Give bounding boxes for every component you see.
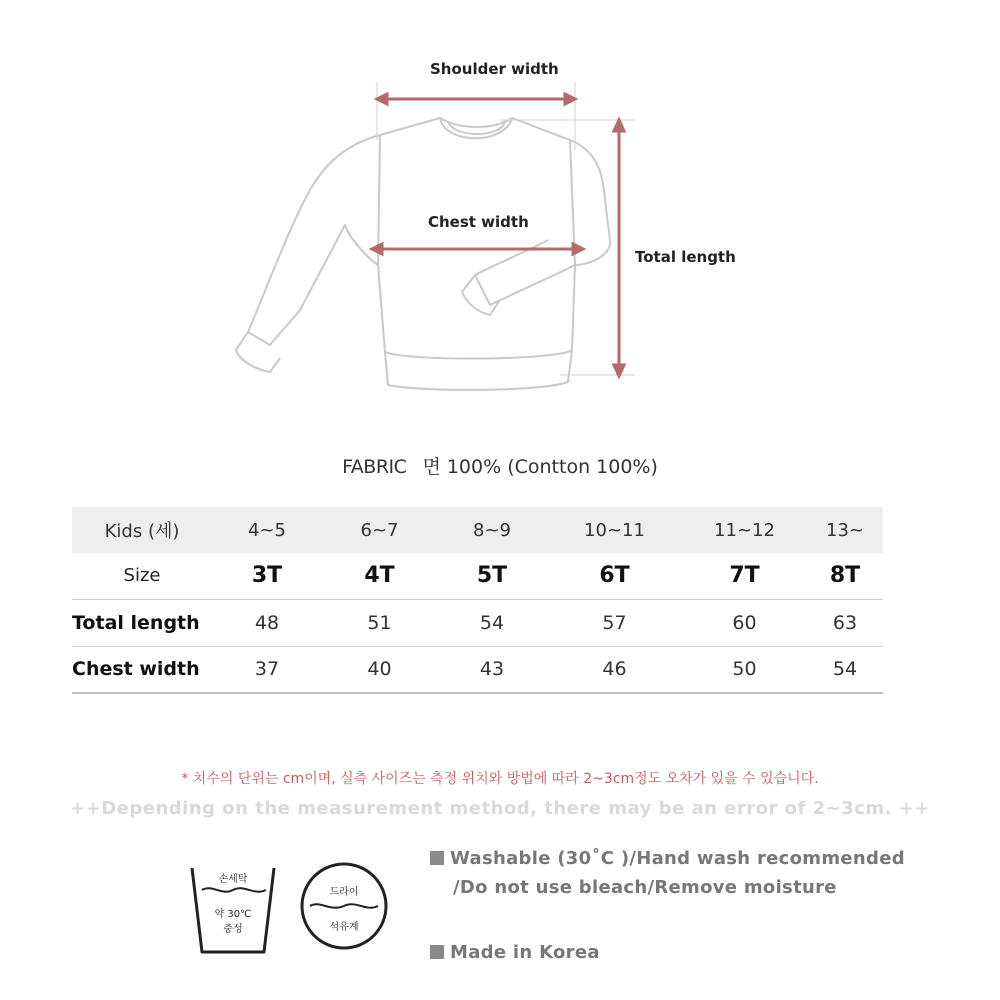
total-length-label: Total length [635, 248, 736, 266]
table-cell: 40 [367, 658, 392, 681]
table-cell: 6~7 [360, 519, 399, 541]
header-label: Kids (세) [104, 521, 180, 542]
fabric-line [0, 452, 1000, 479]
table-row [72, 599, 883, 646]
table-cell: 37 [254, 658, 280, 681]
total-length-row-label: Total length [72, 611, 200, 634]
table-cell: 4T [364, 563, 395, 589]
table-cell: 11~12 [714, 519, 775, 541]
table-row [72, 553, 883, 599]
dry-clean-icon-top-text: 드라이 [329, 887, 359, 898]
table-cell: 6T [599, 563, 630, 589]
table-cell: 4~5 [248, 519, 286, 541]
hand-wash-icon-mid-text: 중성 [223, 924, 243, 935]
chest-width-label: Chest width [428, 213, 529, 231]
size-chart-table [72, 507, 883, 694]
table-cell: 51 [367, 611, 392, 634]
table-cell: 54 [832, 658, 858, 681]
fabric-value: 면 100% (Contton 100%) [422, 456, 658, 478]
measure-arrows [372, 94, 624, 376]
table-cell: 13~ [826, 519, 864, 541]
table-header-row [72, 507, 883, 553]
care-instructions-line2: /Do not use bleach/Remove moisture [453, 877, 837, 898]
chest-width-row-label: Chest width [72, 658, 200, 681]
dry-clean-icon-bottom-text: 석유계 [329, 922, 359, 933]
measurement-note-english: ++Depending on the measurement method, there may be an error of 2~3cm. ++ [70, 798, 930, 819]
table-cell: 8~9 [473, 519, 511, 541]
care-instructions-line1: Washable (30˚C )/Hand wash recommended [430, 848, 905, 869]
hand-wash-icon-temp-text: 약 30℃ [214, 909, 252, 920]
bullet-square-icon [430, 851, 444, 865]
bullet-square-icon [430, 945, 444, 959]
dry-clean-icon [298, 860, 390, 952]
table-cell: 8T [829, 563, 861, 589]
shoulder-width-label: Shoulder width [430, 60, 559, 78]
table-cell: 43 [479, 658, 505, 681]
size-row-label: Size [123, 565, 161, 587]
table-cell: 48 [254, 611, 280, 634]
table-cell: 57 [602, 611, 627, 634]
table-cell: 60 [732, 611, 757, 634]
table-cell: 50 [732, 658, 757, 681]
measurement-note-korean: * 치수의 단위는 cm이며, 실측 사이즈는 측정 위치와 방법에 따라 2~3cm정도 오차가 있을 수 있습니다. [181, 771, 819, 787]
fabric-label: FABRIC [342, 456, 407, 478]
table-cell: 54 [479, 611, 505, 634]
table-cell: 5T [476, 563, 508, 589]
origin-line: Made in Korea [430, 942, 600, 963]
table-cell: 46 [602, 658, 627, 681]
table-cell: 7T [729, 563, 760, 589]
table-cell: 10~11 [584, 519, 645, 541]
table-cell: 63 [832, 611, 858, 634]
table-cell: 3T [251, 563, 283, 589]
table-row [72, 646, 883, 693]
sweatshirt-outline [236, 118, 610, 390]
hand-wash-icon-top-text: 손세탁 [218, 874, 248, 885]
